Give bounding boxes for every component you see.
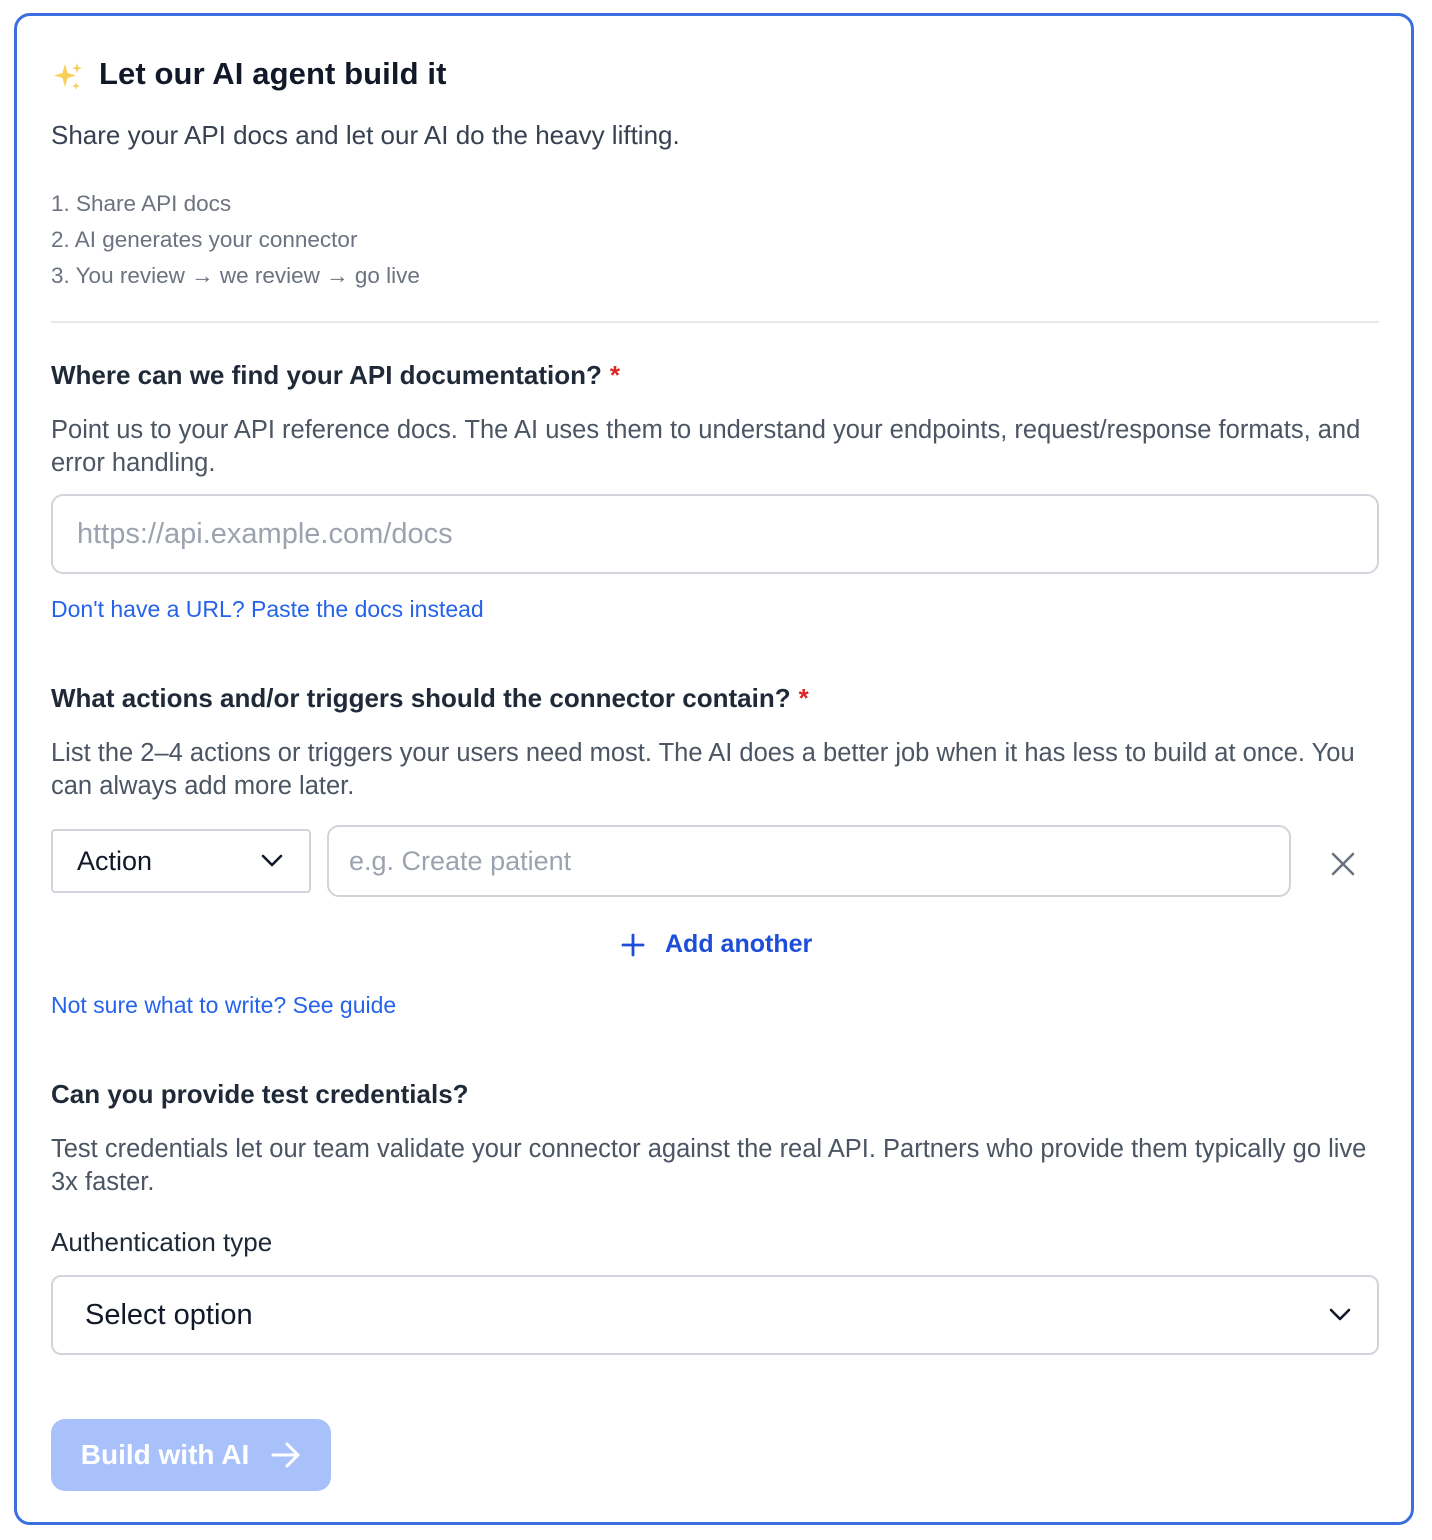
arrow-right-icon [271,1442,301,1468]
auth-type-select[interactable] [51,1275,1379,1355]
paste-docs-link[interactable]: Don't have a URL? Paste the docs instead [51,596,484,622]
actions-help-text: List the 2–4 actions or triggers your users need most. The AI does a better job when it has less to build at once. You can always add more later. [51,739,1355,800]
add-another-button[interactable] [621,930,812,959]
docs-question-label: Where can we find your API documentation? [51,360,602,390]
see-guide-link[interactable]: Not sure what to write? See guide [51,992,397,1018]
docs-help-text: Point us to your API reference docs. The AI uses them to understand your endpoints, request/response formats, and error handling. [51,416,1361,477]
step-item: 2. AI generates your connector [51,227,358,252]
build-with-ai-label: Build with AI [80,1439,250,1470]
action-type-value: Action [77,845,153,876]
page-title: Let our AI agent build it [99,56,447,91]
page-subtitle: Share your API docs and let our AI do the heavy lifting. [51,120,680,150]
docs-question [51,360,620,391]
docs-url-input[interactable] [51,494,1379,574]
action-type-select[interactable] [51,829,311,893]
remove-row-icon[interactable] [1329,850,1357,878]
action-name-input[interactable] [327,825,1291,897]
build-with-ai-button[interactable] [51,1419,331,1491]
credentials-question: Can you provide test credentials? [51,1079,469,1109]
auth-type-label: Authentication type [51,1227,273,1257]
credentials-help-text: Test credentials let our team validate your connector against the real API. Partners who provide them typically go live 3x faster. [51,1135,1367,1196]
required-mark: * [798,683,809,713]
chevron-down-icon [261,854,283,868]
plus-icon [621,933,645,957]
actions-question-label: What actions and/or triggers should the connector contain? [51,683,791,713]
required-mark: * [609,360,620,390]
divider [51,321,1379,323]
add-another-label: Add another [665,930,813,958]
step-item: 3. You review → we review → go live [51,263,420,288]
actions-question [51,683,809,714]
sparkles-icon [51,60,85,94]
steps-list [51,186,420,294]
ai-builder-card [14,13,1414,1525]
step-item: 1. Share API docs [51,191,232,216]
chevron-down-icon [1329,1308,1351,1322]
auth-type-value: Select option [85,1298,253,1331]
